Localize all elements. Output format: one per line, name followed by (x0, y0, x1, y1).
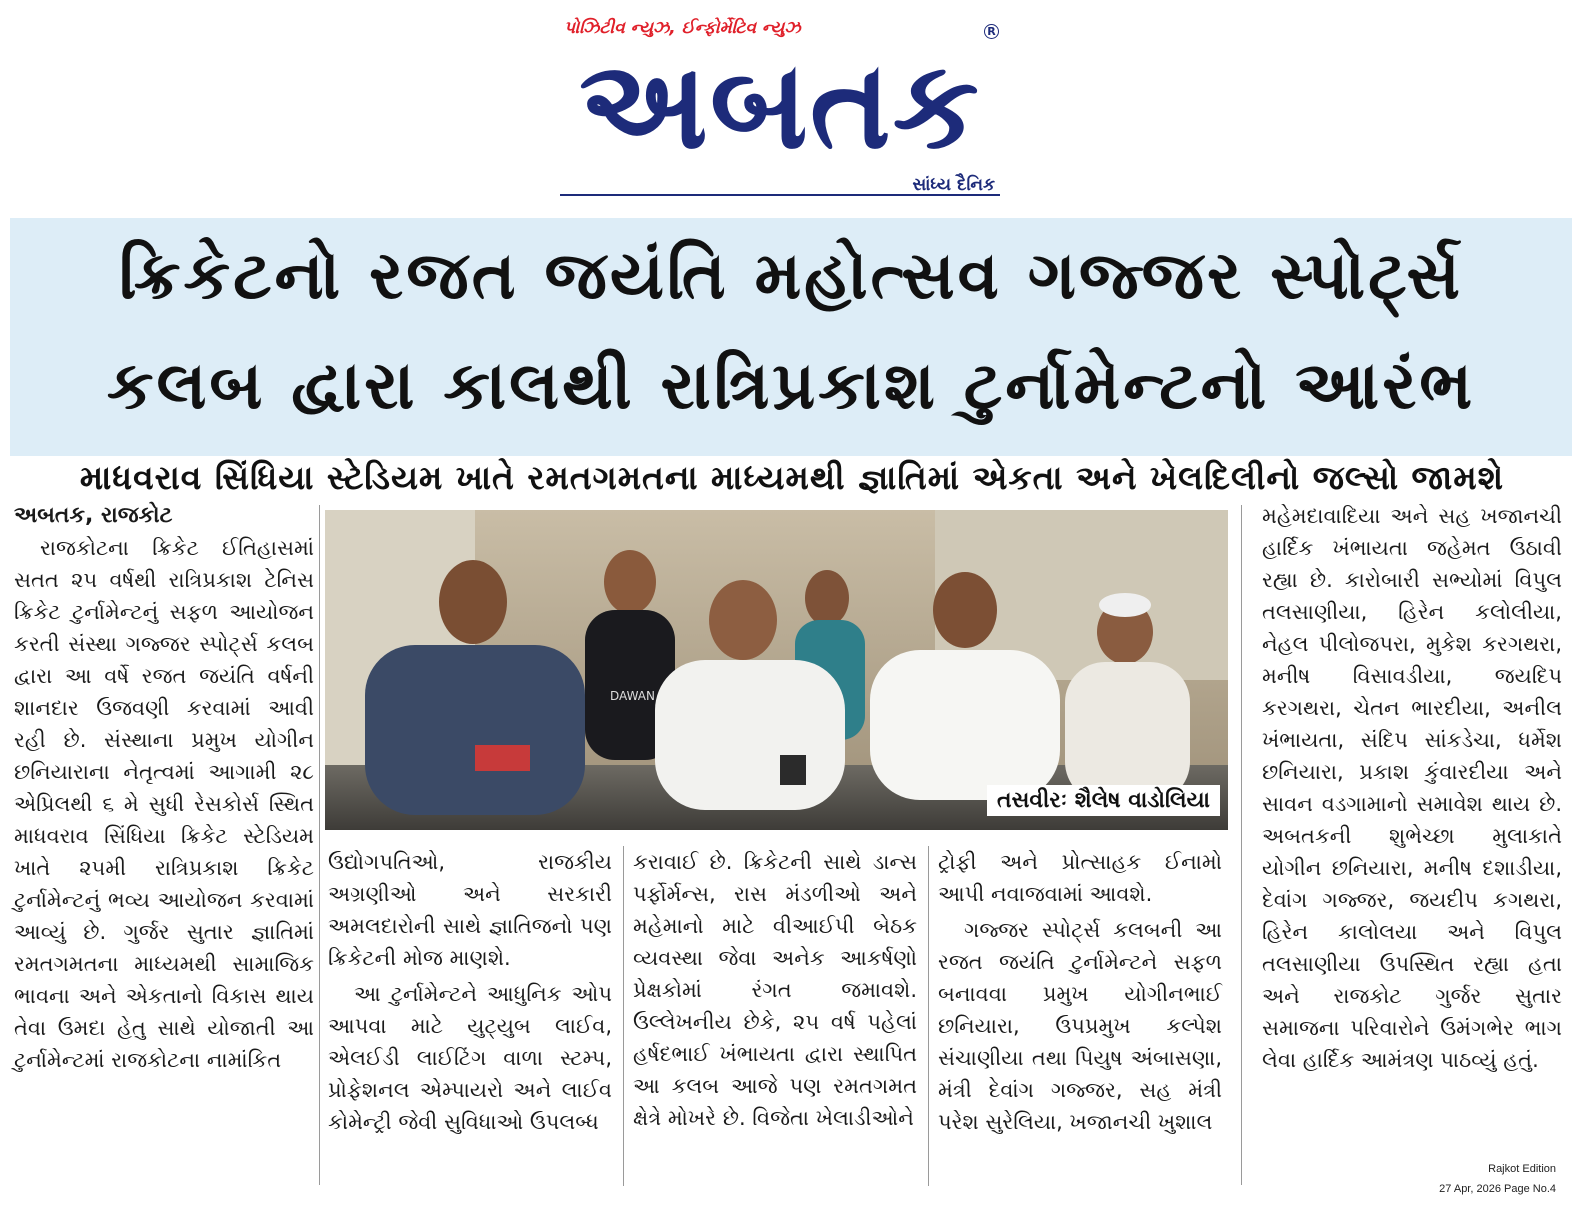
headline-line-1: ક્રિકેટનો રજત જયંતિ મહોત્સવ ગજ્જર સ્પોર્ટ્સ (118, 237, 1464, 314)
article-paragraph: મહેમદાવાદિયા અને સહ ખજાનચી હાર્દિક ખંભાયતા જહેમત ઉઠાવી રહ્યા છે. કારોબારી સભ્યોમાં વિપુલ તલસાણીયા, હિરેન કલોલીયા, નેહલ પીલોજપરા, મુકેશ કરગથરા, મનીષ વિસાવડીયા, જયદિપ કરગથરા, ચેતન ભારદીયા, અનીલ ખંભાયતા, સંદિપ સાંકડેચા, ધર્મેશ છનિયારા, પ્રકાશ કુંવારદીયા અને સાવન વડગામાનો સમાવેશ થાય છે. અબતકની શુભેચ્છા મુલાકાતે યોગીન છનિયારા, મનીષ દશાડીયા, દેવાંગ ગજ્જર, જયદીપ કગથરા, હિરેન કાલોલયા અને વિપુલ તલસાણીયા ઉપસ્થિત રહ્યા હતા અને રાજકોટ ગુર્જર સુતાર સમાજના પરિવારોને ઉમંગભેર ભાગ લેવા હાર્દિક આમંત્રણ પાઠવ્યું હતું. (1262, 504, 1562, 1072)
column-divider (623, 846, 624, 1186)
footer-date-page: 27 Apr, 2026 Page No.4 (1439, 1183, 1556, 1195)
newspaper-logo: અબતક (579, 34, 981, 176)
subheadline: માધવરાવ સિંધિયા સ્ટેડિયમ ખાતે રમતગમતના માધ્યમથી જ્ઞાતિમાં એકતા અને ખેલદિલીનો જલ્સો જામશે (79, 458, 1505, 497)
article-column-2 (328, 846, 612, 1138)
group-photo-image (325, 510, 1228, 830)
masthead-subtitle: સાંધ્ય દૈનિક (912, 175, 995, 195)
column-divider (928, 846, 929, 1186)
masthead (560, 18, 1005, 198)
article-paragraph: ગજ્જર સ્પોર્ટ્સ કલબની આ રજત જયંતિ ટુર્નામેન્ટને સફળ બનાવવા પ્રમુખ યોગીનભાઈ છનિયારા, ઉપપ્રમુખ કલ્પેશ સંચાણીયા તથા પિયુષ અંબાસણા, મંત્રી દેવાંગ ગજ્જર, સહ મંત્રી પરેશ સુરેલિયા, ખજાનચી ખુશાલ (938, 918, 1222, 1134)
headline-box (10, 218, 1572, 456)
article-paragraph: રાજકોટના ક્રિકેટ ઈતિહાસમાં સતત ૨૫ વર્ષથી રાત્રિપ્રકાશ ટેનિસ ક્રિકેટ ટુર્નામેન્ટનું સફળ આયોજન કરતી સંસ્થા ગજ્જર સ્પોર્ટ્સ કલબ દ્વારા આ વર્ષે રજત જયંતિ વર્ષની શાનદાર ઉજવણી કરવામાં આવી રહી છે. સંસ્થાના પ્રમુખ યોગીન છનિયારાના નેતૃત્વમાં આગામી ૨૮ એપ્રિલથી ૬ મે સુધી રેસકોર્સ સ્થિત માધવરાવ સિંધિયા ક્રિકેટ સ્ટેડિયમ ખાતે ૨૫મી રાત્રિપ્રકાશ ક્રિકેટ ટુર્નામેન્ટનું ભવ્ય આયોજન કરવામાં આવ્યું છે. ગુર્જર સુતાર જ્ઞાતિમાં રમતગમતના માધ્યમથી સામાજિક ભાવના અને એકતાનો વિકાસ થાય તેવા ઉમદા હેતુ સાથે યોજાતી આ ટુર્નામેન્ટમાં રાજકોટના નામાંકિત (14, 536, 314, 1072)
article-paragraph: કરાવાઈ છે. ક્રિકેટની સાથે ડાન્સ પર્ફોર્મન્સ, રાસ મંડળીઓ અને મહેમાનો માટે વીઆઈપી બેઠક વ્યવસ્થા જેવા અનેક આકર્ષણો પ્રેક્ષકોમાં રંગત જમાવશે. ઉલ્લેખનીય છેકે, ૨૫ વર્ષ પહેલાં હર્ષદભાઈ ખંભાયતા દ્વારા સ્થાપિત આ કલબ આજે પણ રમતગમત ક્ષેત્રે મોખરે છે. વિજેતા ખેલાડીઓને (633, 850, 917, 1130)
masthead-tagline: પોઝિટીવ ન્યુઝ, ઈન્ફોર્મેટિવ ન્યુઝ (564, 18, 801, 38)
article-paragraph: ટ્રોફી અને પ્રોત્સાહક ઈનામો આપી નવાજવામાં આવશે. (938, 850, 1222, 906)
article-column-3 (633, 846, 917, 1134)
registered-mark-icon: R (984, 24, 999, 39)
article-paragraph: ઉદ્યોગપતિઓ, રાજકીય અગ્રણીઓ અને સરકારી અમલદારોની સાથે જ્ઞાતિજનો પણ ક્રિકેટની મોજ માણશે. (328, 850, 612, 970)
article-column-5 (1262, 500, 1562, 1076)
article-photo (325, 510, 1228, 830)
article-paragraph: આ ટુર્નામેન્ટને આધુનિક ઓપ આપવા માટે યુટ્યુબ લાઈવ, એલઈડી લાઈટિંગ વાળા સ્ટમ્પ, પ્રોફેશનલ એમ્પાયરો અને લાઈવ કોમેન્ટ્રી જેવી સુવિધાઓ ઉપલબ્ધ (328, 982, 612, 1134)
column-divider (319, 505, 320, 1185)
column-divider (1241, 505, 1242, 1185)
dateline: અબતક, રાજકોટ (14, 503, 173, 528)
headline-line-2: કલબ દ્વારા કાલથી રાત્રિપ્રકાશ ટુર્નામેન્ટનો આરંભ (106, 347, 1476, 424)
footer-edition: Rajkot Edition (1488, 1163, 1556, 1175)
article-column-4 (938, 846, 1222, 1138)
shirt-print-text: DAWAN (610, 689, 655, 703)
article-column-1 (14, 500, 314, 1076)
photo-caption: તસવીરઃ શૈલેષ વાડોલિયા (987, 785, 1220, 816)
